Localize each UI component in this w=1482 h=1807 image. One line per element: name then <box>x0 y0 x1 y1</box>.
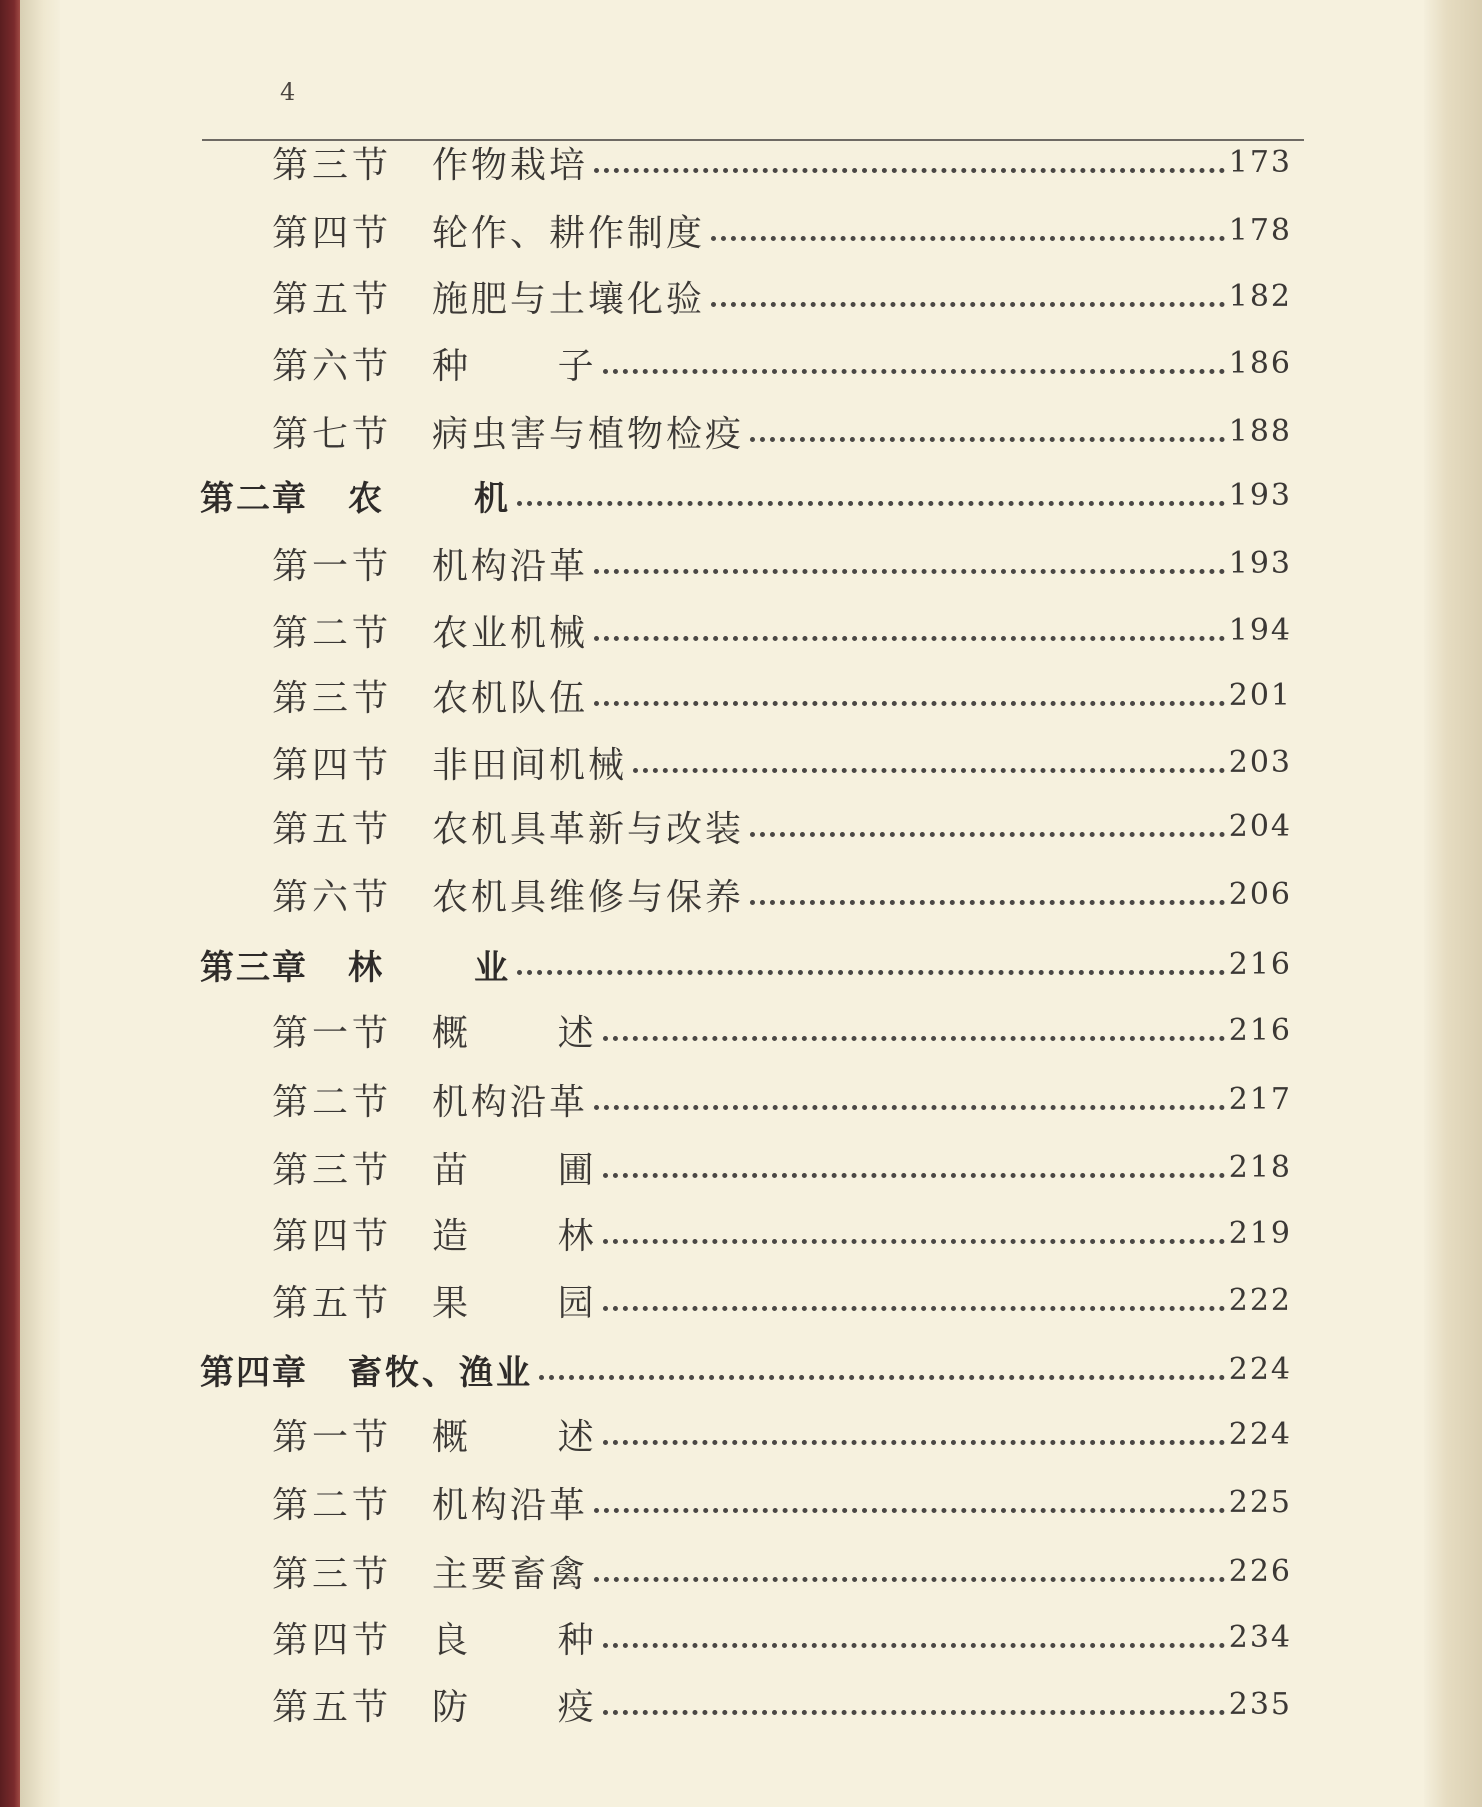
toc-label <box>272 538 588 589</box>
dot-leader <box>603 1710 1225 1715</box>
page-reference: 216 <box>1228 1012 1292 1048</box>
dot-leader <box>603 1643 1225 1648</box>
section-number: 第三节 <box>272 1149 393 1191</box>
section-title: 施肥与土壤化验 <box>432 278 706 320</box>
page-reference: 226 <box>1228 1553 1292 1589</box>
dot-leader <box>603 1239 1225 1244</box>
section-number: 第五节 <box>272 1282 393 1324</box>
section-title: 农业机械 <box>432 612 589 654</box>
toc-section-row <box>272 1406 1292 1462</box>
dot-leader <box>594 701 1225 706</box>
dot-leader <box>594 636 1225 641</box>
page-reference: 173 <box>1228 144 1292 180</box>
dot-leader <box>633 768 1225 773</box>
toc-label <box>272 1142 597 1193</box>
toc-section-row <box>272 335 1292 391</box>
toc-chapter-row <box>200 1341 1292 1397</box>
section-title: 非田间机械 <box>432 744 628 786</box>
page-reference: 201 <box>1228 677 1292 713</box>
page-reference: 182 <box>1228 278 1292 314</box>
page-reference: 193 <box>1228 545 1292 581</box>
toc-label <box>272 1005 597 1056</box>
dot-leader <box>594 1508 1225 1513</box>
section-title: 种 子 <box>432 345 597 387</box>
chapter-number: 第三章 <box>200 947 308 988</box>
section-title: 防 疫 <box>432 1686 597 1728</box>
section-title: 造 林 <box>432 1215 597 1257</box>
page-reference: 194 <box>1228 612 1292 648</box>
toc-section-row <box>272 1071 1292 1127</box>
section-title: 轮作、耕作制度 <box>432 212 706 254</box>
section-title: 主要畜禽 <box>432 1553 589 1595</box>
section-title: 作物栽培 <box>432 144 589 186</box>
page-reference: 224 <box>1228 1351 1292 1387</box>
page-reference: 203 <box>1228 744 1292 780</box>
toc-label <box>272 406 744 457</box>
page-reference: 193 <box>1228 477 1292 513</box>
section-number: 第五节 <box>272 278 393 320</box>
toc-section-row <box>272 602 1292 658</box>
section-title: 苗 圃 <box>432 1149 597 1191</box>
toc-section-row <box>272 403 1292 459</box>
dot-leader <box>750 437 1225 442</box>
toc-section-row <box>272 1474 1292 1530</box>
toc-section-row <box>272 667 1292 723</box>
section-number: 第二节 <box>272 1081 393 1123</box>
chapter-number: 第二章 <box>200 478 308 519</box>
dot-leader <box>517 970 1225 975</box>
section-number: 第三节 <box>272 1553 393 1595</box>
page-reference: 186 <box>1228 345 1292 381</box>
toc-section-row <box>272 1543 1292 1599</box>
dot-leader <box>603 1036 1225 1041</box>
section-number: 第四节 <box>272 212 393 254</box>
page-reference: 222 <box>1228 1282 1292 1318</box>
chapter-number: 第四章 <box>200 1352 308 1393</box>
toc-chapter-row <box>200 936 1292 992</box>
page-reference: 178 <box>1228 212 1292 248</box>
chapter-title: 农 机 <box>348 478 512 519</box>
dot-leader <box>603 1306 1225 1311</box>
toc-label <box>272 1409 597 1460</box>
toc-chapter-row <box>200 467 1292 523</box>
toc-section-row <box>272 1139 1292 1195</box>
toc-section-row <box>272 1676 1292 1732</box>
dot-leader <box>594 569 1225 574</box>
toc-section-row <box>272 798 1292 854</box>
section-title: 机构沿革 <box>432 1484 589 1526</box>
section-title: 农机队伍 <box>432 677 589 719</box>
section-title: 机构沿革 <box>432 545 589 587</box>
toc-section-row <box>272 1205 1292 1261</box>
section-title: 果 园 <box>432 1282 597 1324</box>
section-title: 农机具革新与改装 <box>432 808 745 850</box>
section-number: 第一节 <box>272 1416 393 1458</box>
toc-section-row <box>272 202 1292 258</box>
section-number: 第四节 <box>272 1619 393 1661</box>
dot-leader <box>711 302 1225 307</box>
toc-label <box>272 1679 597 1730</box>
page-number: 4 <box>280 78 296 106</box>
page-reference: 234 <box>1228 1619 1292 1655</box>
section-number: 第二节 <box>272 612 393 654</box>
toc-label <box>272 338 597 389</box>
section-number: 第一节 <box>272 1012 393 1054</box>
page-reference: 204 <box>1228 808 1292 844</box>
section-number: 第五节 <box>272 808 393 850</box>
section-title: 机构沿革 <box>432 1081 589 1123</box>
chapter-title: 林 业 <box>348 947 512 988</box>
page-reference: 217 <box>1228 1081 1292 1117</box>
toc-label <box>272 271 705 322</box>
section-number: 第四节 <box>272 1215 393 1257</box>
page-reference: 235 <box>1228 1686 1292 1722</box>
toc-section-row <box>272 1272 1292 1328</box>
toc-section-row <box>272 134 1292 190</box>
section-number: 第三节 <box>272 677 393 719</box>
toc-label <box>272 137 588 188</box>
page-reference: 219 <box>1228 1215 1292 1251</box>
toc-label <box>272 605 588 656</box>
toc-label <box>272 1208 597 1259</box>
page-reference: 216 <box>1228 946 1292 982</box>
toc-label <box>200 1345 533 1394</box>
dot-leader <box>603 369 1225 374</box>
toc-label <box>272 1477 588 1528</box>
page-reference: 188 <box>1228 413 1292 449</box>
dot-leader <box>539 1375 1225 1380</box>
dot-leader <box>603 1173 1225 1178</box>
toc-label <box>272 1275 597 1326</box>
page-reference: 225 <box>1228 1484 1292 1520</box>
section-number: 第七节 <box>272 413 393 455</box>
dot-leader <box>517 501 1225 506</box>
dot-leader <box>603 1440 1225 1445</box>
toc-section-row <box>272 1002 1292 1058</box>
section-title: 农机具维修与保养 <box>432 876 745 918</box>
toc-section-row <box>272 268 1292 324</box>
section-title: 概 述 <box>432 1012 597 1054</box>
dot-leader <box>750 832 1225 837</box>
section-title: 概 述 <box>432 1416 597 1458</box>
toc-section-row <box>272 866 1292 922</box>
section-number: 第三节 <box>272 144 393 186</box>
section-number: 第五节 <box>272 1686 393 1728</box>
dot-leader <box>594 1105 1225 1110</box>
section-number: 第六节 <box>272 345 393 387</box>
toc-section-row <box>272 535 1292 591</box>
toc-label <box>200 940 511 989</box>
toc-label <box>272 670 588 721</box>
toc-label <box>272 1074 588 1125</box>
section-title: 良 种 <box>432 1619 597 1661</box>
dot-leader <box>711 236 1225 241</box>
toc-label <box>272 1612 597 1663</box>
dot-leader <box>594 1577 1225 1582</box>
toc-section-row <box>272 1609 1292 1665</box>
toc-label <box>272 205 705 256</box>
page-reference: 218 <box>1228 1149 1292 1185</box>
toc-section-row <box>272 734 1292 790</box>
chapter-title: 畜牧、渔业 <box>348 1352 533 1393</box>
page-reference: 206 <box>1228 876 1292 912</box>
toc-label <box>200 471 511 520</box>
dot-leader <box>750 900 1225 905</box>
page-reference: 224 <box>1228 1416 1292 1452</box>
dot-leader <box>594 168 1225 173</box>
toc-label <box>272 869 744 920</box>
toc-label <box>272 801 744 852</box>
section-title: 病虫害与植物检疫 <box>432 413 745 455</box>
section-number: 第二节 <box>272 1484 393 1526</box>
toc-label <box>272 1546 588 1597</box>
section-number: 第一节 <box>272 545 393 587</box>
toc-label <box>272 737 627 788</box>
section-number: 第六节 <box>272 876 393 918</box>
section-number: 第四节 <box>272 744 393 786</box>
